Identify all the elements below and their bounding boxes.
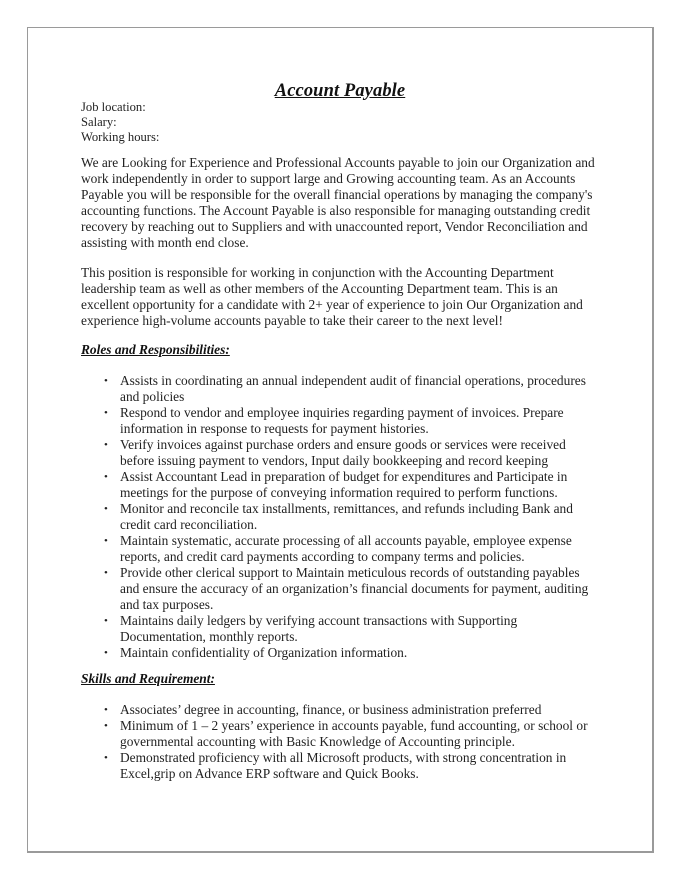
salary-label: Salary: — [81, 115, 117, 129]
list-item-text: Maintain confidentiality of Organization information. — [120, 645, 408, 660]
list-item — [104, 645, 591, 661]
list-item-text: Respond to vendor and employee inquiries regarding payment of invoices. Prepare information in response to requests for payment histories. — [120, 405, 564, 436]
list-item — [104, 533, 591, 565]
list-item-text: Monitor and reconcile tax installments, remittances, and refunds including Bank and credit card reconciliation. — [120, 501, 573, 532]
job-meta — [81, 100, 159, 145]
bullet-icon: • — [104, 375, 108, 387]
list-item — [104, 469, 591, 501]
list-item — [104, 405, 591, 437]
skills-heading: Skills and Requirement: — [81, 671, 215, 686]
bullet-icon: • — [104, 647, 108, 659]
bullet-icon: • — [104, 567, 108, 579]
list-item — [104, 613, 591, 645]
page-title: Account Payable — [274, 81, 406, 101]
bullet-icon: • — [104, 720, 108, 732]
skills-list — [104, 702, 591, 782]
list-item-text: Verify invoices against purchase orders and ensure goods or services were received before issuing payment to vendors, Input daily bookkeeping and record keeping — [120, 437, 566, 468]
list-item — [104, 501, 591, 533]
list-item — [104, 373, 591, 405]
list-item-text: Demonstrated proficiency with all Microsoft products, with strong concentration in Excel,grip on Advance ERP software and Quick Books. — [120, 750, 567, 781]
list-item — [104, 565, 591, 613]
intro-paragraph: We are Looking for Experience and Professional Accounts payable to join our Organization and work independently in order to support large and Growing accounting team. As an Accounts Payable you will be responsible for the overall financial operations by managing the company's accounting functions. The Account Payable is also responsible for managing outstanding credit recovery by reaching out to Suppliers and with unaccounted report, Vendor Reconciliation and assisting with month end close. — [81, 155, 595, 250]
list-item-text: Maintains daily ledgers by verifying account transactions with Supporting Documentation, monthly reports. — [120, 613, 518, 644]
list-item-text: Assists in coordinating an annual independent audit of financial operations, procedures and policies — [120, 373, 586, 404]
bullet-icon: • — [104, 615, 108, 627]
list-item — [104, 718, 591, 750]
roles-heading: Roles and Responsibilities: — [81, 342, 230, 357]
roles-list — [104, 373, 591, 661]
bullet-icon: • — [104, 704, 108, 716]
job-location-label: Job location: — [81, 100, 146, 114]
bullet-icon: • — [104, 407, 108, 419]
list-item-text: Associates’ degree in accounting, finance, or business administration preferred — [120, 702, 542, 717]
list-item — [104, 437, 591, 469]
list-item — [104, 750, 591, 782]
working-hours-label: Working hours: — [81, 130, 160, 144]
position-paragraph: This position is responsible for working in conjunction with the Accounting Department leadership team as well as other members of the Accounting Department team. This is an excellent opportunity for a candidate with 2+ year of experience to join Our Organization and experience high-volume accounts payable to take their career to the next level! — [81, 265, 583, 328]
bullet-icon: • — [104, 503, 108, 515]
document-page — [27, 27, 654, 853]
bullet-icon: • — [104, 471, 108, 483]
list-item-text: Provide other clerical support to Maintain meticulous records of outstanding payables and ensure the accuracy of an organization’s financial documents for payment, auditing and tax purposes. — [120, 565, 589, 612]
list-item-text: Maintain systematic, accurate processing of all accounts payable, employee expense reports, and credit card payments according to company terms and policies. — [120, 533, 572, 564]
list-item-text: Minimum of 1 – 2 years’ experience in accounts payable, fund accounting, or school or governmental accounting with Basic Knowledge of Accounting principle. — [120, 718, 588, 749]
bullet-icon: • — [104, 752, 108, 764]
list-item — [104, 702, 591, 718]
bullet-icon: • — [104, 535, 108, 547]
bullet-icon: • — [104, 439, 108, 451]
list-item-text: Assist Accountant Lead in preparation of budget for expenditures and Participate in meetings for the purpose of conveying information required to perform functions. — [120, 469, 568, 500]
